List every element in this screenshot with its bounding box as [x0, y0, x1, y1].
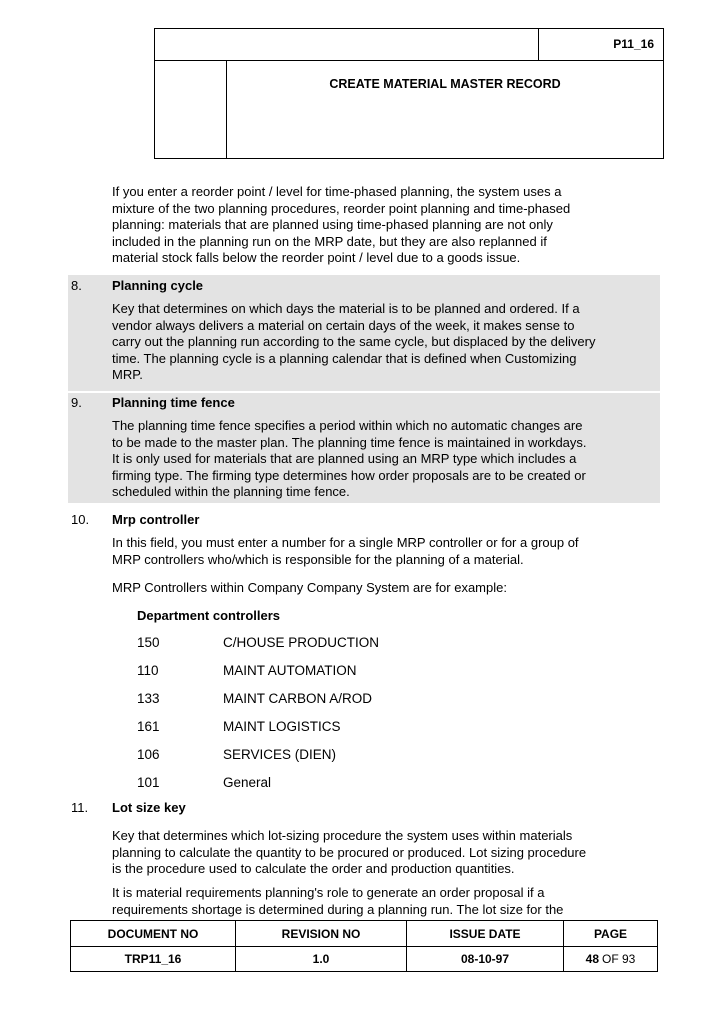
section-10-text — [112, 535, 658, 568]
section-heading: Planning cycle — [112, 278, 204, 293]
controller-code: 150 — [137, 635, 160, 650]
section-9-text — [112, 418, 658, 501]
document-number: TRP11_16 — [71, 946, 236, 971]
controller-code: 106 — [137, 747, 160, 762]
intro-paragraph — [112, 184, 658, 267]
controller-code: 133 — [137, 691, 160, 706]
document-footer — [70, 920, 658, 972]
controller-code: 101 — [137, 775, 160, 790]
controller-name: SERVICES (DIEN) — [223, 747, 337, 762]
section-number: 8. — [71, 278, 82, 293]
document-code: P11_16 — [538, 29, 663, 60]
footer-header-document-no: DOCUMENT NO — [71, 921, 236, 946]
controller-name: MAINT CARBON A/ROD — [223, 691, 373, 706]
issue-date: 08-10-97 — [407, 946, 564, 971]
text-line: Key that determines on which days the material is to be planned and ordered. If a — [112, 301, 580, 316]
text-line: It is material requirements planning's role to generate an order proposal if a — [112, 885, 545, 900]
section-number: 11. — [71, 800, 89, 815]
revision-number: 1.0 — [236, 946, 407, 971]
text-line: time. The planning cycle is a planning calendar that is defined when Customizing — [112, 350, 577, 366]
section-11-text — [112, 828, 658, 878]
footer-header-page: PAGE — [593, 926, 628, 941]
controllers-heading: Department controllers — [137, 608, 281, 623]
text-line: carry out the planning run according to the same cycle, but displaced by the delivery — [112, 334, 596, 350]
text-line: If you enter a reorder point / level for time-phased planning, the system uses a — [112, 184, 562, 199]
text-line: MRP controllers who/which is responsible for the planning of a material. — [112, 551, 524, 567]
page-current: 48 — [585, 951, 599, 966]
text-line: MRP. — [112, 367, 143, 383]
text-line: to be made to the master plan. The planning time fence is maintained in workdays. — [112, 434, 587, 450]
text-line: planning: materials that are planned using time-phased planning are not only — [112, 217, 553, 233]
text-line: firming type. The firming type determines how order proposals are to be created or — [112, 467, 586, 483]
text-line: It is only used for materials that are planned using an MRP type which includes a — [112, 451, 577, 467]
section-11-text-2 — [112, 885, 658, 918]
controllers-intro: MRP Controllers within Company Company System are for example: — [112, 580, 507, 595]
controller-name: General — [223, 775, 272, 790]
footer-value-row — [71, 946, 657, 971]
controller-code: 161 — [137, 719, 160, 734]
text-line: material stock falls below the reorder point / level due to a goods issue. — [112, 250, 521, 266]
page-title: CREATE MATERIAL MASTER RECORD — [329, 77, 561, 91]
section-number: 9. — [71, 395, 82, 410]
controller-name: C/HOUSE PRODUCTION — [223, 635, 380, 650]
section-heading: Mrp controller — [112, 512, 200, 527]
text-line: In this field, you must enter a number for a single MRP controller or for a group of — [112, 535, 579, 550]
page-number — [564, 946, 657, 971]
text-line: mixture of the two planning procedures, reorder point planning and time-phased — [112, 200, 571, 216]
text-line: planning to calculate the quantity to be procured or produced. Lot sizing procedure — [112, 844, 587, 860]
section-8-text — [112, 301, 658, 384]
controller-name: MAINT LOGISTICS — [223, 719, 341, 734]
section-heading: Lot size key — [112, 800, 186, 815]
text-line: Key that determines which lot-sizing procedure the system uses within materials — [112, 828, 573, 843]
controller-code: 110 — [137, 663, 159, 678]
document-header — [154, 28, 664, 159]
footer-header-issue-date: ISSUE DATE — [407, 921, 564, 946]
text-line: included in the planning run on the MRP date, but they are also replanned if — [112, 233, 547, 249]
footer-header-revision-no: REVISION NO — [236, 921, 407, 946]
text-line: requirements shortage is determined during a planning run. The lot size for the — [112, 901, 564, 917]
section-number: 10. — [71, 512, 90, 527]
text-line: The planning time fence specifies a period within which no automatic changes are — [112, 418, 583, 433]
header-top-row — [155, 29, 663, 61]
text-line: scheduled within the planning time fence. — [112, 484, 350, 500]
text-line: is the procedure used to calculate the order and production quantities. — [112, 861, 515, 877]
page-total: OF 93 — [602, 951, 636, 966]
header-logo-cell — [155, 60, 227, 158]
section-heading: Planning time fence — [112, 395, 235, 410]
text-line: vendor always delivers a material on certain days of the week, it makes sense to — [112, 317, 575, 333]
controller-name: MAINT AUTOMATION — [223, 663, 357, 678]
footer-header-row — [71, 921, 657, 947]
